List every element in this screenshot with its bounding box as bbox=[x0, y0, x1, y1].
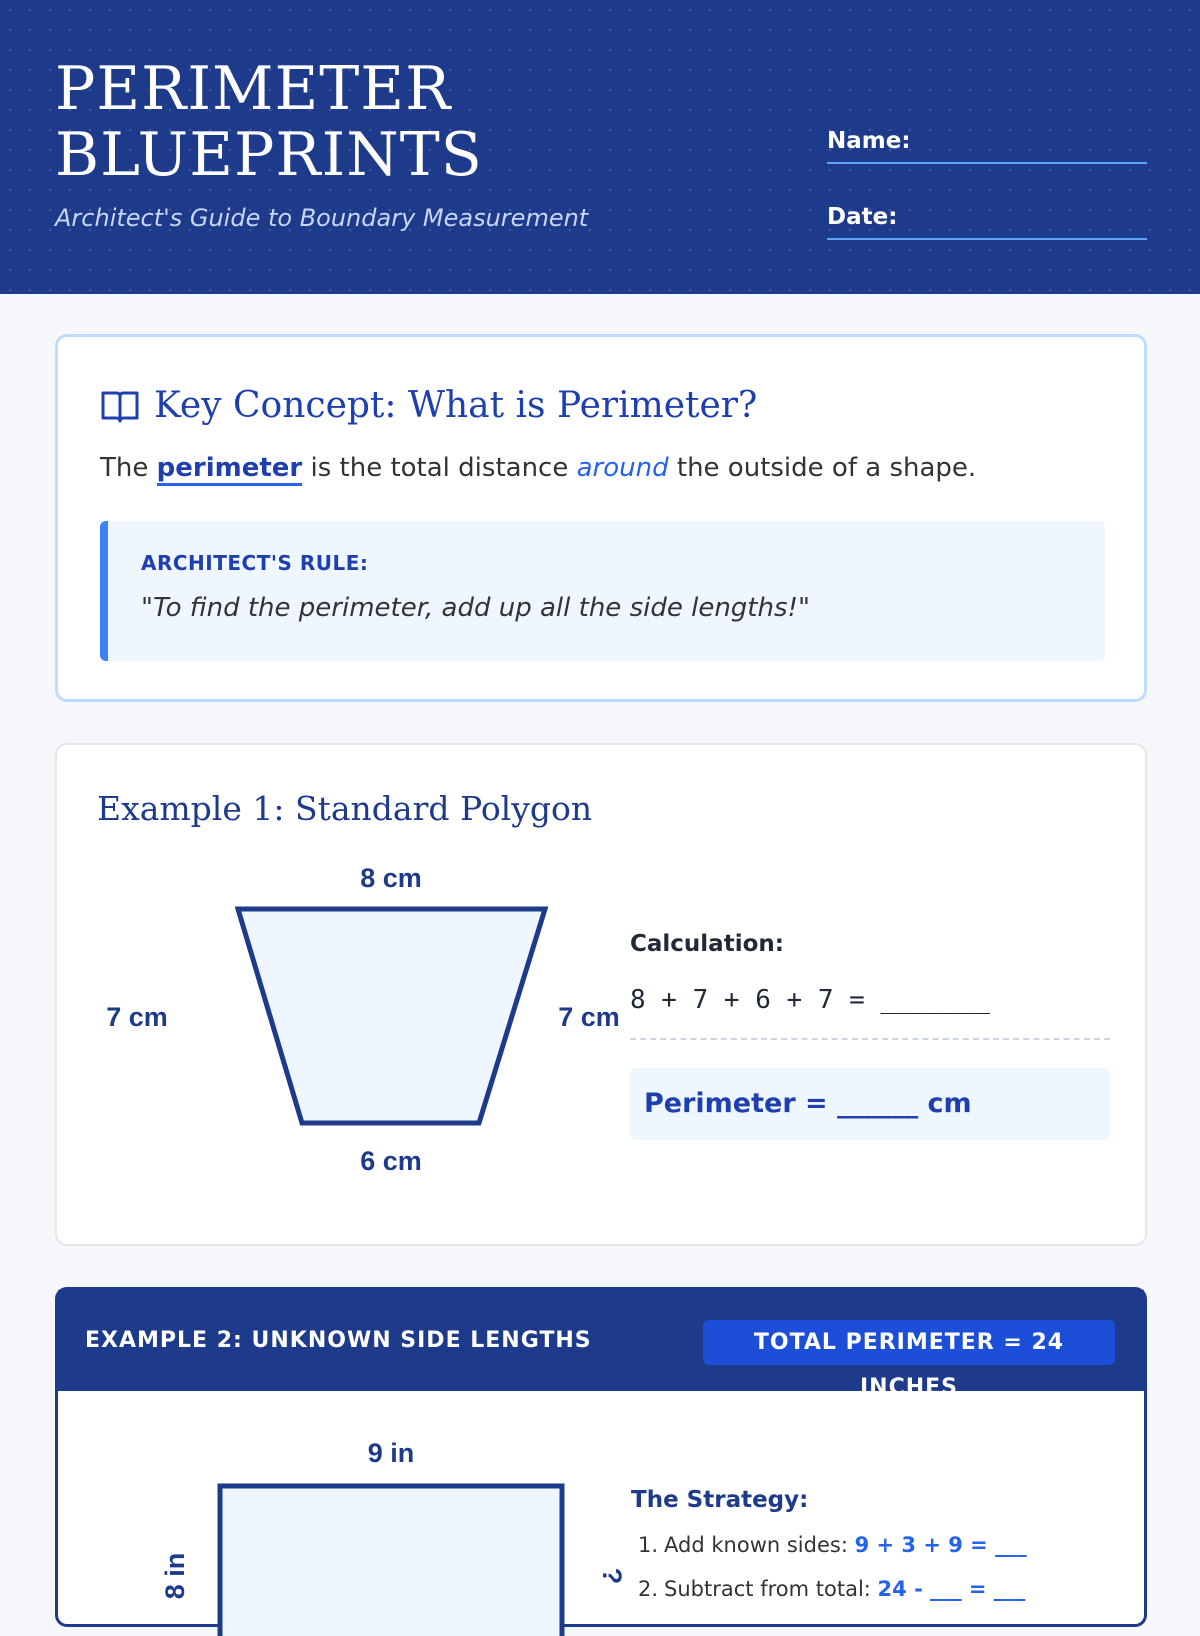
definition-text-middle: is the total distance bbox=[302, 453, 577, 483]
perimeter-answer: Perimeter = ______ cm bbox=[644, 1088, 972, 1119]
example2-card bbox=[55, 1287, 1147, 1627]
example1-card bbox=[55, 743, 1147, 1246]
step-text: Add known sides: bbox=[664, 1533, 855, 1557]
side-label-bottom: 6 cm bbox=[360, 1146, 422, 1176]
date-label: Date: bbox=[827, 204, 898, 230]
step-text: Subtract from total: bbox=[664, 1577, 878, 1601]
strategy-label: The Strategy: bbox=[631, 1487, 809, 1513]
name-label: Name: bbox=[827, 128, 911, 154]
concept-title: Key Concept: What is Perimeter? bbox=[154, 385, 758, 426]
trapezoid-diagram bbox=[95, 863, 620, 1206]
side-label-top: 8 cm bbox=[360, 863, 422, 893]
page-title-line1: PERIMETER bbox=[55, 54, 452, 124]
concept-definition bbox=[100, 453, 976, 483]
example1-title: Example 1: Standard Polygon bbox=[97, 789, 593, 828]
side-label-right: 7 cm bbox=[558, 1002, 620, 1032]
trapezoid-shape bbox=[238, 909, 545, 1123]
definition-text-end: the outside of a shape. bbox=[668, 453, 977, 483]
name-field[interactable] bbox=[827, 122, 1147, 164]
term-perimeter: perimeter bbox=[157, 453, 303, 486]
example2-header-bar bbox=[58, 1290, 1144, 1400]
calculation-divider bbox=[630, 1038, 1110, 1040]
page-subtitle: Architect's Guide to Boundary Measurement bbox=[55, 204, 589, 232]
step-number: 1. bbox=[638, 1533, 659, 1557]
example2-title: EXAMPLE 2: UNKNOWN SIDE LENGTHS bbox=[85, 1328, 592, 1353]
key-concept-card bbox=[55, 334, 1147, 702]
total-perimeter-badge: TOTAL PERIMETER = 24 INCHES bbox=[703, 1320, 1115, 1365]
page-title-line2: BLUEPRINTS bbox=[55, 120, 483, 190]
rectangle-diagram bbox=[96, 1436, 627, 1636]
side-label-right: ? bbox=[597, 1567, 627, 1585]
strategy-step bbox=[638, 1577, 1027, 1621]
side-label-top: 9 in bbox=[367, 1438, 415, 1468]
worksheet-header bbox=[0, 0, 1200, 294]
step-expression: 9 + 3 + 9 = ___ bbox=[854, 1533, 1027, 1557]
concept-heading bbox=[100, 385, 757, 426]
side-label-left: 7 cm bbox=[106, 1002, 168, 1032]
strategy-step bbox=[638, 1533, 1027, 1577]
side-label-left: 8 in bbox=[160, 1552, 190, 1600]
step-expression: 24 - ___ = ___ bbox=[877, 1577, 1026, 1601]
emphasis-around: around bbox=[576, 453, 669, 483]
strategy-steps bbox=[638, 1533, 1027, 1621]
rule-label: ARCHITECT'S RULE: bbox=[141, 551, 369, 575]
calculation-label: Calculation: bbox=[630, 931, 784, 957]
rule-quote: "To find the perimeter, add up all the side lengths!" bbox=[141, 593, 810, 623]
definition-text-start: The bbox=[100, 453, 157, 483]
perimeter-answer-box bbox=[630, 1068, 1110, 1140]
rectangle-shape bbox=[220, 1486, 562, 1636]
date-field[interactable] bbox=[827, 198, 1147, 240]
calculation-expression: 8 + 7 + 6 + 7 = _______ bbox=[630, 985, 991, 1015]
architects-rule-box bbox=[100, 521, 1105, 661]
step-number: 2. bbox=[638, 1577, 659, 1601]
book-icon bbox=[100, 388, 140, 424]
